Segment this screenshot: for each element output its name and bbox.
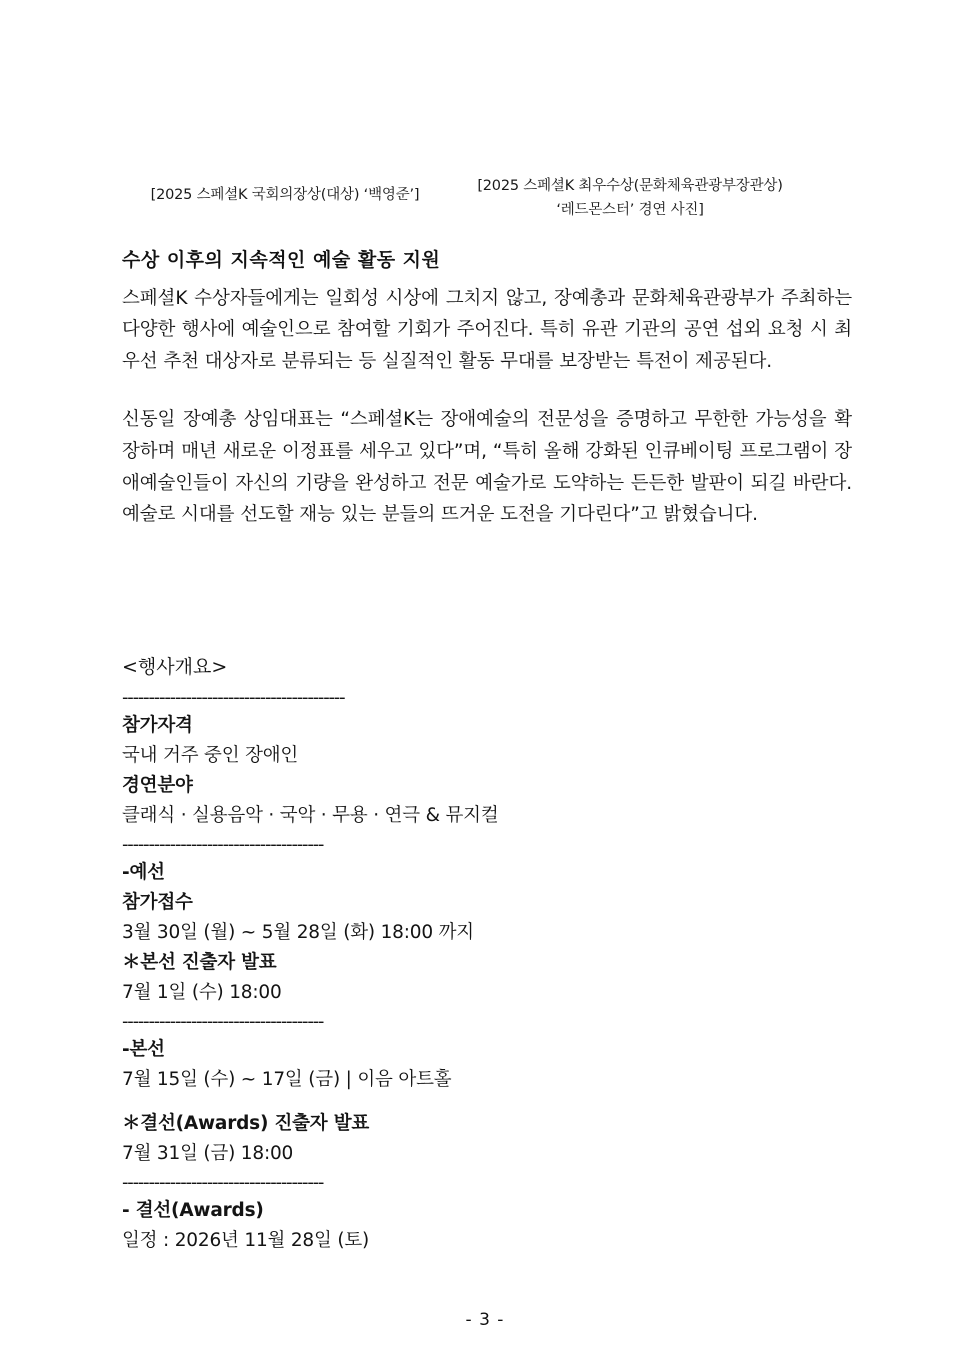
- prelim-result-label: ＊본선 진출자 발표: [122, 952, 277, 974]
- paragraph-1: 스페셜K 수상자들에게는 일회성 시상에 그치지 않고, 장예총과 문화체육관광부가 주최하는 다양한 행사에 예술인으로 참여할 기회가 주어진다. 특히 유관 기관의 공연 섭외 요청 시 최우선 추천 대상자로 분류되는 등 실질적인 활동 무대를 보장받는 특전이 제공된다.: [122, 287, 852, 373]
- category-label: 경연분야: [122, 775, 193, 797]
- eligibility-label: 참가자격: [122, 715, 193, 737]
- prelim-heading: -예선: [122, 862, 165, 884]
- overview-title: <행사개요>: [122, 656, 228, 678]
- eligibility-value: 국내 거주 중인 장애인: [122, 745, 299, 767]
- overview-rule-2: --------------------------------------: [122, 834, 324, 856]
- awards-value: 일정 : 2026년 11월 28일 (토): [122, 1230, 370, 1251]
- prelim-result-value: 7월 1일 (수) 18:00: [122, 982, 282, 1004]
- caption-right-line2: ‘레드몬스터’ 경연 사진]: [556, 201, 704, 218]
- overview-rule-4: --------------------------------------: [122, 1172, 324, 1194]
- final-value: 7월 15일 (수) ~ 17일 (금) | 이음 아트홀: [122, 1069, 452, 1091]
- overview-spacer: [122, 1095, 852, 1109]
- caption-right: [450, 175, 810, 223]
- awards-result-value: 7월 31일 (금) 18:00: [122, 1143, 294, 1165]
- section-heading: 수상 이후의 지속적인 예술 활동 지원: [122, 249, 441, 271]
- prelim-apply-label: 참가접수: [122, 892, 193, 914]
- image-caption-row: [120, 175, 850, 223]
- paragraph-2: 신동일 장예총 상임대표는 “스페셜K는 장애예술의 전문성을 증명하고 무한한 가능성을 확장하며 매년 새로운 이정표를 세우고 있다”며, “특히 올해 강화된 인큐베이팅 프로그램이 장애예술인들이 자신의 기량을 완성하고 전문 예술가로 도약하는 든든한 발판이 되길 바란다. 예술로 시대를 선도할 재능 있는 분들의 뜨거운 도전을 기다린다”고 밝혔습니다.: [122, 408, 852, 526]
- page-number: - 3 -: [465, 1310, 505, 1330]
- awards-result-label: ＊결선(Awards) 진출자 발표: [122, 1113, 370, 1135]
- category-value: 클래식 · 실용음악 · 국악 · 무용 · 연극 & 뮤지컬: [122, 805, 499, 827]
- overview-rule-1: ------------------------------------------: [122, 687, 345, 709]
- caption-left: [2025 스페셜K 국회의장상(대상) ‘백영준’]: [150, 187, 420, 203]
- overview-rule-3: --------------------------------------: [122, 1011, 324, 1033]
- event-overview: [122, 653, 852, 1256]
- awards-heading: - 결선(Awards): [122, 1200, 264, 1222]
- prelim-apply-value: 3월 30일 (월) ~ 5월 28일 (화) 18:00 까지: [122, 922, 474, 944]
- body-content: [122, 246, 852, 531]
- final-heading: -본선: [122, 1039, 165, 1061]
- caption-right-line1: [2025 스페셜K 최우수상(문화체육관광부장관상): [477, 178, 783, 194]
